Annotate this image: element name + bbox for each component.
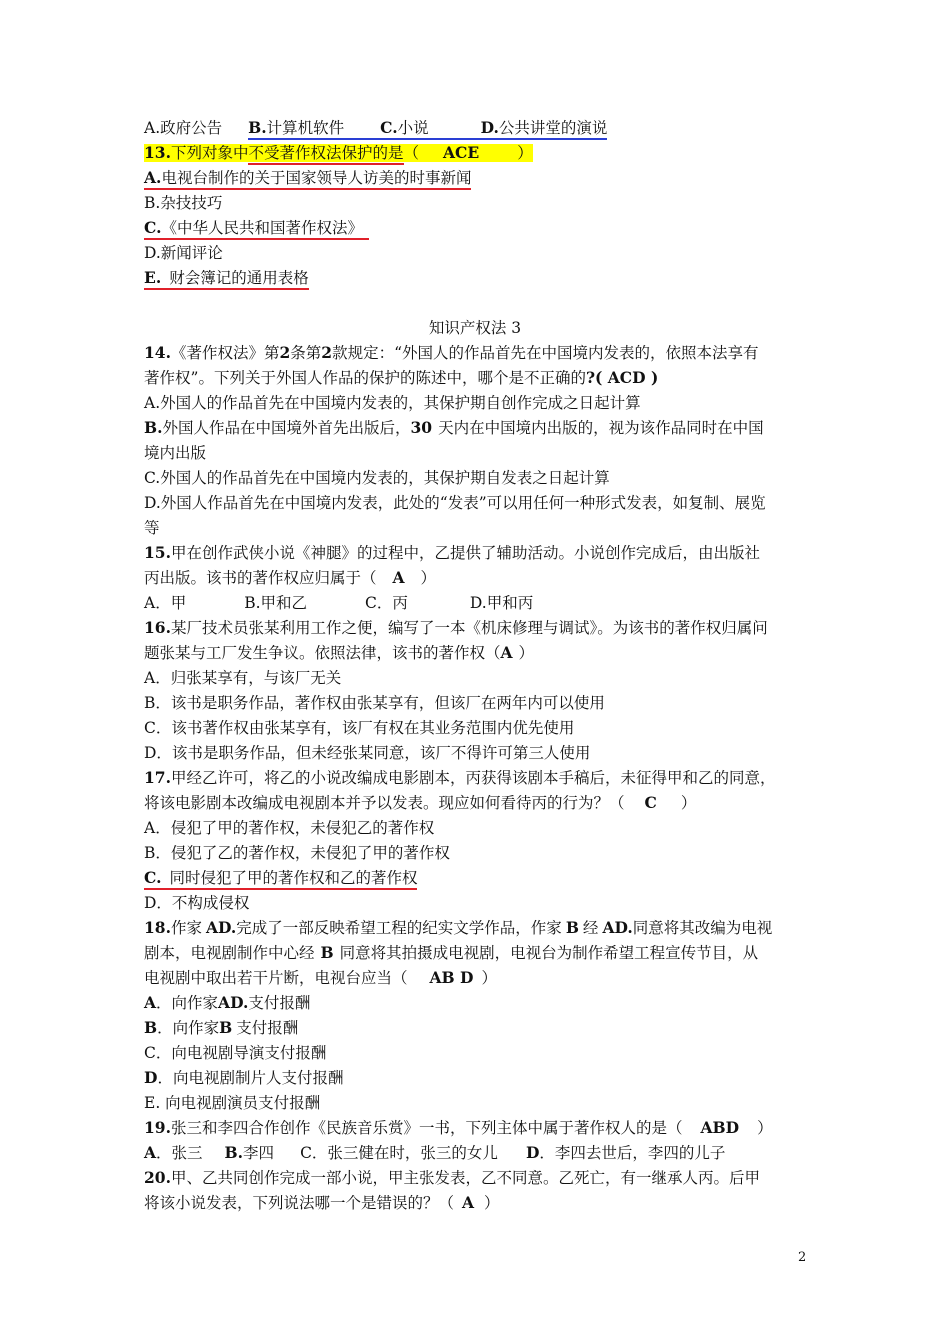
q13-answer: ACE bbox=[443, 143, 480, 162]
q18-line-1 bbox=[144, 918, 772, 938]
q15-option-c: C．丙 bbox=[365, 594, 408, 612]
page-number: 2 bbox=[798, 1250, 807, 1265]
q18-option-b bbox=[144, 1018, 298, 1038]
q18-l2b: B bbox=[320, 943, 334, 962]
q14-option-d-line-2: 等 bbox=[144, 519, 160, 537]
q14-option-b-line-1 bbox=[144, 418, 764, 438]
q13-option-c bbox=[144, 218, 369, 238]
q16-l1: 某厂技术员张某利用工作之便，编写了一本《机床修理与调试》。为该书的著作权归属问 bbox=[170, 619, 768, 637]
q17-option-b: B．侵犯了乙的著作权，未侵犯了甲的著作权 bbox=[144, 844, 450, 862]
q18-option-a-a: ．向作家 bbox=[156, 994, 219, 1012]
q18-l1c: 完成了一部反映希望工程的纪实文学作品，作家 bbox=[236, 919, 562, 937]
q15-number: 15. bbox=[144, 543, 171, 562]
q13-option-d: D.新闻评论 bbox=[144, 244, 223, 262]
q13-stem-underlined: 不受著作权法保护的是 bbox=[248, 144, 403, 165]
q13-stem-a: 下列对象中 bbox=[170, 144, 249, 162]
q19-option-a-letter: A bbox=[144, 1143, 157, 1162]
q18-line-2 bbox=[144, 943, 758, 963]
q20-line-1 bbox=[144, 1168, 760, 1188]
q20-line-2 bbox=[144, 1193, 500, 1213]
q19-option-d-letter: D bbox=[525, 1143, 540, 1162]
q18-line-3 bbox=[144, 968, 497, 988]
q13-number: 13. bbox=[144, 143, 171, 162]
q13-option-c-underlined bbox=[144, 219, 369, 240]
q13-paren-close: ） bbox=[517, 144, 533, 162]
q18-l2c: 同意将其拍摄成电视剧，电视台为制作希望工程宣传节目，从 bbox=[339, 944, 759, 962]
q15-l1: 甲在创作武侠小说《神腿》的过程中，乙提供了辅助活动。小说创作完成后，由出版社 bbox=[170, 544, 760, 562]
q13-option-e-text: 财会簿记的通用表格 bbox=[169, 269, 309, 287]
q17-l2a: 将该电影剧本改编成电视剧本并予以发表。现应如何看待丙的行为？（ bbox=[144, 794, 625, 812]
q13-option-e-underlined bbox=[144, 269, 309, 290]
q14-l1d: 2 bbox=[321, 343, 333, 362]
q13-option-a bbox=[144, 168, 471, 188]
q17-answer: C bbox=[644, 793, 657, 812]
q15-option-d: D.甲和丙 bbox=[469, 594, 534, 612]
q12-options-underlined bbox=[248, 119, 607, 140]
q19-l1a: 张三和李四合作创作《民族音乐赏》一书，下列主体中属于著作权人的是（ bbox=[170, 1119, 683, 1137]
q18-answer: AB D bbox=[429, 968, 474, 987]
q16-option-d: D．该书是职务作品，但未经张某同意，该厂不得许可第三人使用 bbox=[144, 744, 591, 762]
q16-number: 16. bbox=[144, 618, 171, 637]
q17-option-a: A．侵犯了甲的著作权，未侵犯乙的著作权 bbox=[144, 819, 435, 837]
q16-l2c: ） bbox=[518, 644, 535, 662]
section-title: 知识产权法 3 bbox=[428, 319, 522, 337]
q15-option-b: B.甲和乙 bbox=[244, 594, 308, 612]
q12-option-c-text: 小说 bbox=[397, 119, 429, 137]
q15-line-1 bbox=[144, 543, 760, 563]
q18-number: 18. bbox=[144, 918, 171, 937]
q18-option-d-text: ．向电视剧制片人支付报酬 bbox=[157, 1069, 344, 1087]
q14-l2b: 。下列关于外国人作品的保护的陈述中，哪个是不正确的 bbox=[198, 369, 586, 387]
q14-l1a: 《著作权法》第 bbox=[170, 344, 280, 362]
q14-l1e: 款规定： bbox=[332, 344, 395, 362]
q18-l1d: B bbox=[565, 918, 579, 937]
q12-option-d-text: 公共讲堂的演说 bbox=[498, 119, 608, 137]
q18-option-c: C．向电视剧导演支付报酬 bbox=[144, 1044, 327, 1062]
q12-options bbox=[144, 118, 607, 138]
q16-answer: A bbox=[500, 643, 513, 662]
q14-option-b-letter: B. bbox=[144, 418, 163, 437]
q18-option-e: E. 向电视剧演员支付报酬 bbox=[144, 1094, 321, 1112]
q18-option-a-letter: A bbox=[144, 993, 157, 1012]
q20-l2a: 将该小说发表，下列说法哪一个是错误的？（ bbox=[144, 1194, 455, 1212]
q13-option-e-letter: E. bbox=[144, 268, 162, 287]
q12-option-a: A.政府公告 bbox=[144, 119, 223, 137]
q17-option-c-letter: C. bbox=[144, 868, 162, 887]
q13-option-c-letter: C. bbox=[144, 218, 162, 237]
q14-option-b-line-2: 境内出版 bbox=[144, 444, 207, 462]
q14-option-d-line-1: D.外国人作品首先在中国境内发表，此处的“发表”可以用任何一种形式发表，如复制、展览 bbox=[144, 494, 766, 512]
q12-option-d-letter: D. bbox=[480, 118, 499, 137]
q12-option-c-letter: C. bbox=[380, 118, 398, 137]
q18-option-d-letter: D bbox=[144, 1068, 158, 1087]
q16-option-b: B．该书是职务作品，著作权由张某享有，但该厂在两年内可以使用 bbox=[144, 694, 605, 712]
q18-option-b-a: ．向作家 bbox=[157, 1019, 220, 1037]
q17-option-c bbox=[144, 868, 417, 888]
q13-option-b: B.杂技技巧 bbox=[144, 194, 223, 212]
q13-option-c-text: 《中华人民共和国著作权法》 bbox=[161, 219, 363, 237]
q19-l1c: ） bbox=[757, 1119, 773, 1137]
q13-option-a-text: 电视台制作的关于国家领导人访美的时事新闻 bbox=[161, 169, 472, 187]
q13-option-a-underlined bbox=[144, 169, 471, 190]
q16-option-c: C．该书著作权由张某享有，该厂有权在其业务范围内优先使用 bbox=[144, 719, 575, 737]
q18-option-a-c: 支付报酬 bbox=[248, 994, 311, 1012]
q18-l1f: AD. bbox=[602, 918, 633, 937]
q18-l3c: ） bbox=[481, 969, 497, 987]
q17-option-c-underlined bbox=[144, 869, 417, 890]
q15-option-a: A．甲 bbox=[144, 594, 187, 612]
q20-l1: 甲、乙共同创作完成一部小说，甲主张发表，乙不同意。乙死亡，有一继承人丙。后甲 bbox=[170, 1169, 760, 1187]
q13-option-a-letter: A. bbox=[144, 168, 162, 187]
q15-l2c: ） bbox=[420, 569, 437, 587]
q13-option-e bbox=[144, 268, 309, 288]
q17-line-2 bbox=[144, 793, 696, 813]
q14-option-c: C.外国人的作品首先在中国境内发表的，其保护期自发表之日起计算 bbox=[144, 469, 610, 487]
q18-l1b: AD. bbox=[205, 918, 237, 937]
q19-option-b-text: 李四 bbox=[243, 1144, 275, 1162]
q19-option-a-text: ．张三 bbox=[156, 1144, 203, 1162]
q13-highlight bbox=[144, 144, 533, 162]
q14-number: 14. bbox=[144, 343, 171, 362]
q14-l1c: 条第 bbox=[290, 344, 322, 362]
q18-l3a: 电视剧中取出若干片断，电视台应当（ bbox=[144, 969, 408, 987]
q18-option-b-letter: B bbox=[144, 1018, 158, 1037]
q14-line-2 bbox=[144, 368, 658, 388]
q14-option-b-l1b: 30 bbox=[410, 418, 433, 437]
q15-l2a: 丙出版。该书的著作权应归属于（ bbox=[144, 569, 377, 587]
q18-l1g: 同意将其改编为电视 bbox=[632, 919, 773, 937]
q17-line-1 bbox=[144, 768, 775, 788]
q14-l1b: 2 bbox=[279, 343, 291, 362]
q19-answer: ABD bbox=[700, 1118, 740, 1137]
q18-option-a bbox=[144, 993, 310, 1013]
q16-l2a: 题张某与工厂发生争议。依照法律，该书的著作权（ bbox=[144, 644, 501, 662]
q12-option-b-text: 计算机软件 bbox=[266, 119, 345, 137]
q18-option-b-b: B bbox=[219, 1018, 233, 1037]
q19-number: 19. bbox=[144, 1118, 171, 1137]
q18-option-d bbox=[144, 1068, 343, 1088]
q19-line-1 bbox=[144, 1118, 773, 1138]
q14-line-1 bbox=[144, 343, 759, 363]
q17-option-c-text: 同时侵犯了甲的著作权和乙的著作权 bbox=[169, 869, 418, 887]
q18-l1a: 作家 bbox=[170, 919, 202, 937]
q18-option-b-c: 支付报酬 bbox=[236, 1019, 299, 1037]
q15-options bbox=[144, 593, 533, 613]
q18-option-a-b: AD. bbox=[218, 993, 249, 1012]
q14-option-a: A.外国人的作品首先在中国境内发表的，其保护期自创作完成之日起计算 bbox=[144, 394, 641, 412]
q14-l2a: 著作权” bbox=[144, 369, 199, 387]
q20-answer: A bbox=[462, 1193, 475, 1212]
q16-line-2 bbox=[144, 643, 534, 663]
q18-l1e: 经 bbox=[582, 919, 599, 937]
q15-answer: A bbox=[392, 568, 405, 587]
q17-l2c: ） bbox=[680, 794, 697, 812]
q14-answer: ?( ACD ) bbox=[585, 368, 659, 387]
q16-line-1 bbox=[144, 618, 768, 638]
q20-l2c: ） bbox=[484, 1194, 500, 1212]
q16-option-a: A．归张某享有，与该厂无关 bbox=[144, 669, 342, 687]
q19-option-d-text: ．李四去世后，李四的儿子 bbox=[539, 1144, 726, 1162]
q18-l2a: 剧本，电视剧制作中心经 bbox=[144, 944, 315, 962]
q13-paren-open: （ bbox=[403, 144, 420, 162]
q19-option-b-letter: B. bbox=[224, 1143, 244, 1162]
q20-number: 20. bbox=[144, 1168, 171, 1187]
q17-option-d: D．不构成侵权 bbox=[144, 894, 250, 912]
q17-number: 17. bbox=[144, 768, 171, 787]
q14-option-b-l1c: 天内在中国境内出版的，视为该作品同时在中国 bbox=[438, 419, 764, 437]
q14-option-b-l1a: 外国人作品在中国境外首先出版后， bbox=[162, 419, 411, 437]
q19-option-c: C．张三健在时，张三的女儿 bbox=[300, 1144, 498, 1162]
q15-line-2 bbox=[144, 568, 436, 588]
q19-options bbox=[144, 1143, 725, 1163]
q12-option-b-letter: B. bbox=[248, 118, 267, 137]
q17-l1: 甲经乙许可，将乙的小说改编成电影剧本，丙获得该剧本手稿后，未征得甲和乙的同意， bbox=[170, 769, 776, 787]
q14-l1f: “外国人的作品首先在中国境内发表的，依照本法享有 bbox=[394, 344, 759, 362]
q13-stem bbox=[144, 143, 533, 163]
